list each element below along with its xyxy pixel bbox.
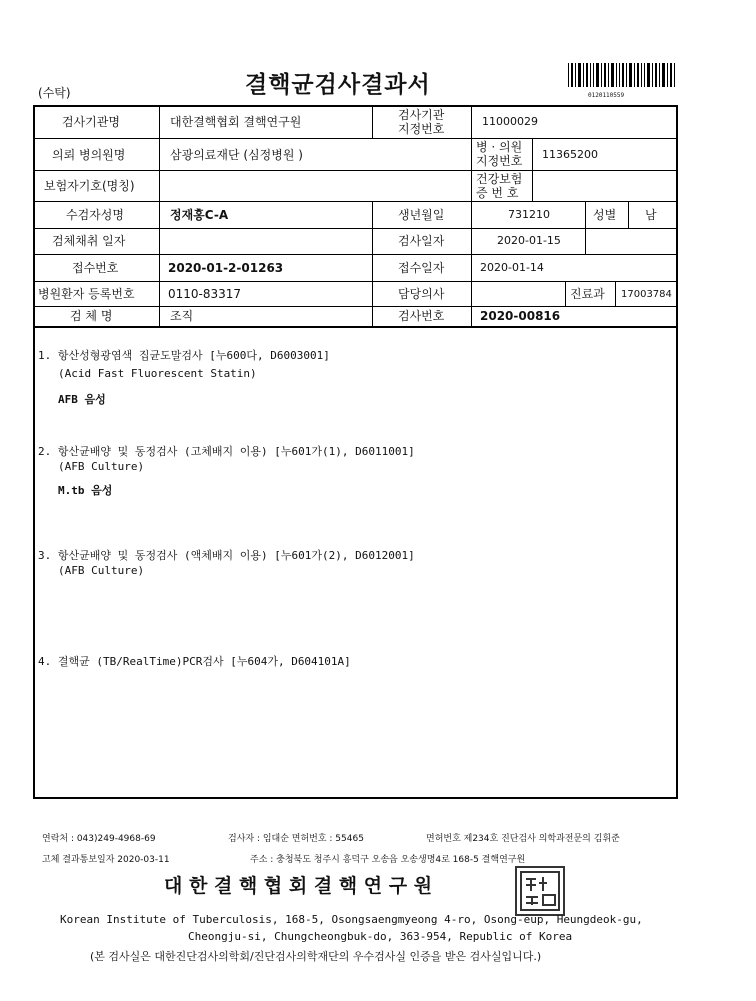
- patient-reg-label: 병원환자 등록번호: [38, 287, 135, 301]
- dob-label: 생년월일: [398, 208, 445, 222]
- org-label: 검사기관명: [62, 115, 120, 129]
- req-value: 삼광의료재단 (심정병원 ): [170, 148, 303, 162]
- test-item-1-title: 1. 항산성형광염색 집균도말검사 [누600다, D6003001]: [38, 349, 330, 362]
- official-seal: [515, 866, 565, 916]
- test-item-3-subtitle: (AFB Culture): [58, 564, 145, 577]
- dept-value: 17003784: [621, 289, 672, 300]
- receipt-date-label: 접수일자: [398, 261, 445, 275]
- barcode-icon: [568, 63, 676, 93]
- test-item-2-title: 2. 항산균배양 및 동정검사 (고체배지 이용) [누601가(1), D6011001]: [38, 445, 415, 458]
- patient-name-value: 정재홍C-A: [170, 208, 229, 222]
- english-address-line-2: Cheongju-si, Chungcheongbuk-do, 363-954, Republic of Korea: [188, 930, 573, 943]
- report-date: 고체 결과통보일자 2020-03-11: [42, 855, 170, 865]
- lab-address: 주소 : 충청북도 청주시 흥덕구 오송읍 오송생명4로 168-5 결핵연구원: [250, 855, 526, 865]
- org-value: 대한결핵협회 결핵연구원: [170, 115, 302, 129]
- test-item-4-title: 4. 결핵균 (TB/RealTime)PCR검사 [누604가, D604101A]: [38, 655, 351, 668]
- english-address-line-1: Korean Institute of Tuberculosis, 168-5, Osongsaengmyeong 4-ro, Osong-eup, Heungdeok-gu,: [60, 913, 643, 926]
- insurer-label: 보험자기호(명칭): [44, 179, 135, 193]
- patient-name-label: 수검자성명: [66, 208, 124, 222]
- test-item-2-subtitle: (AFB Culture): [58, 460, 145, 473]
- health-label-2: 증 번 호: [476, 186, 519, 200]
- req-label: 의뢰 병의원명: [52, 148, 126, 162]
- req-id-label-1: 병 · 의원: [476, 140, 523, 154]
- barcode-number: 0120110559: [588, 92, 625, 99]
- patient-reg-value: 0110-83317: [168, 287, 242, 301]
- req-id-value: 11365200: [542, 148, 598, 161]
- seal-icon: [517, 868, 563, 914]
- test-date-value: 2020-01-15: [497, 234, 561, 247]
- org-id-label-2: 지정번호: [398, 122, 445, 136]
- test-no-label: 검사번호: [398, 309, 445, 323]
- dept-label: 진료과: [570, 287, 605, 301]
- receipt-date-value: 2020-01-14: [480, 261, 544, 274]
- health-label-1: 건강보험: [476, 172, 523, 186]
- sex-value: 남: [645, 208, 657, 222]
- org-id-label-1: 검사기관: [398, 108, 445, 122]
- collect-date-label: 검체채취 일자: [52, 234, 126, 248]
- doctor-label: 담당의사: [398, 287, 445, 301]
- test-item-1-subtitle: (Acid Fast Fluorescent Statin): [58, 367, 257, 380]
- license-info: 면허번호 제234호 진단검사 의학과전문의 김휘준: [426, 834, 620, 844]
- sex-label: 성별: [593, 208, 617, 222]
- contact-phone: 연락처 : 043)249-4968-69: [42, 834, 156, 844]
- receipt-no-value: 2020-01-2-01263: [168, 261, 284, 275]
- test-item-1-result: AFB 음성: [58, 393, 106, 406]
- tester-info: 검사자 : 임대순 면허번호 : 55465: [228, 834, 364, 844]
- test-item-3-title: 3. 항산균배양 및 동정검사 (액체배지 이용) [누601가(2), D6012001]: [38, 549, 415, 562]
- page-title: 결핵균검사결과서: [245, 71, 431, 98]
- req-id-label-2: 지정번호: [476, 154, 523, 168]
- specimen-label: 검 체 명: [70, 309, 113, 323]
- dob-value: 731210: [508, 208, 550, 221]
- org-id-value: 11000029: [482, 115, 538, 128]
- receipt-no-label: 접수번호: [72, 261, 119, 275]
- request-type-tag: (수탁): [38, 86, 71, 100]
- organization-name: 대 한 결 핵 협 회 결 핵 연 구 원: [164, 875, 433, 897]
- test-date-label: 검사일자: [398, 234, 445, 248]
- test-item-2-result: M.tb 음성: [58, 484, 113, 497]
- test-no-value: 2020-00816: [480, 309, 561, 323]
- certification-note: (본 검사실은 대한진단검사의학회/진단검사의학재단의 우수검사실 인증을 받은 검사실입니다.): [90, 950, 542, 963]
- specimen-value: 조직: [170, 309, 194, 323]
